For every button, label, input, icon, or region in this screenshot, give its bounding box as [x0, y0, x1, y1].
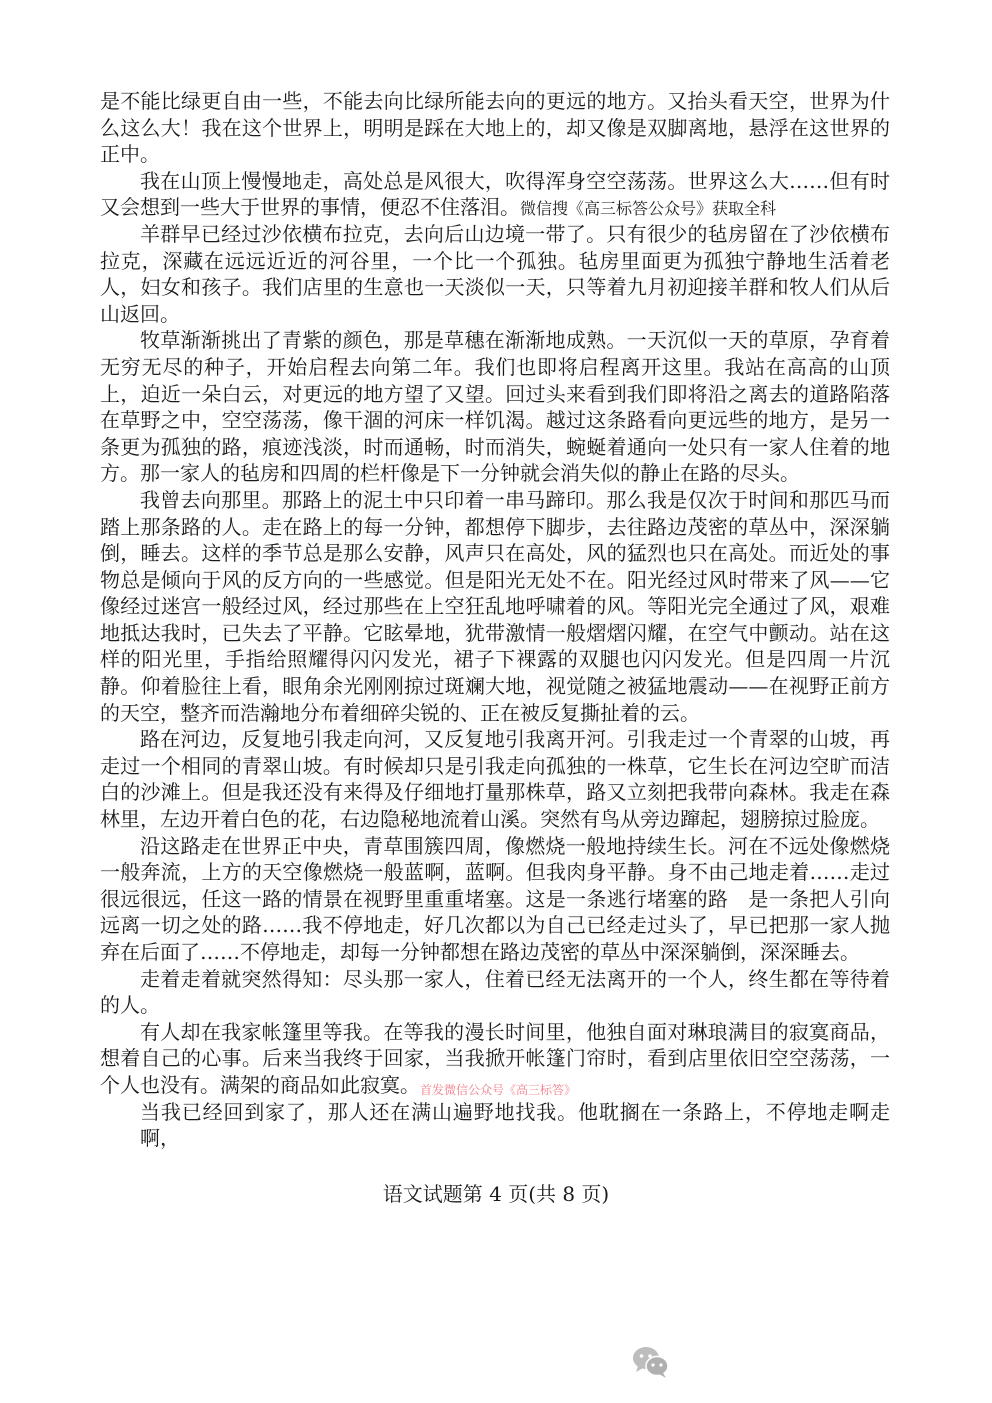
- line-text: 有人却在我家帐篷里等我。在等我的漫长时间里，他独自面对琳琅满目的寂寞商品，: [140, 1019, 890, 1044]
- text-line: [100, 859, 890, 886]
- paragraph: [100, 726, 890, 832]
- line-text: 路在河边，反复地引我走向河，又反复地引我离开河。引我走过一个青翠的山坡，再: [140, 727, 890, 752]
- text-line: [100, 753, 890, 780]
- text-line: [100, 912, 890, 939]
- watermark-text: 首发微信公众号《高三标答》: [420, 1082, 577, 1097]
- text-line: [100, 88, 890, 115]
- text-line: [100, 726, 890, 753]
- page-footer: 语文试题第 4 页(共 8 页): [382, 1182, 610, 1206]
- text-line: [100, 806, 890, 833]
- text-line: [100, 434, 890, 461]
- text-line: [100, 939, 890, 966]
- text-line: [100, 168, 890, 195]
- paragraph: [100, 966, 890, 1019]
- paragraph: [100, 221, 890, 327]
- text-line: [100, 1019, 890, 1046]
- text-line: [100, 514, 890, 541]
- line-text: 沿这路走在世界正中央，青草围簇四周，像燃烧一般地持续生长。河在不远处像燃烧: [140, 833, 890, 858]
- line-text: 我曾去向那里。那路上的泥土中只印着一串马蹄印。那么我是仅次于时间和那匹马而: [140, 487, 890, 512]
- text-line: [100, 593, 890, 620]
- line-text: 当我已经回到家了，那人还在满山遍野地找我。他耽搁在一条路上，不停地走啊走: [140, 1099, 890, 1124]
- paragraph: [100, 168, 890, 221]
- text-line: [100, 141, 890, 168]
- line-text: 人，妇女和孩子。我们店里的生意也一天淡似一天，只等着九月初迎接羊群和牧人们从后: [100, 275, 890, 300]
- text-line: [100, 221, 890, 248]
- paragraph: [100, 833, 890, 966]
- paragraph: [100, 327, 890, 487]
- line-text: 牧草渐渐挑出了青紫的颜色，那是草穗在渐渐地成熟。一天沉似一天的草原，孕育着: [140, 328, 890, 353]
- text-line: [100, 407, 890, 434]
- text-line: [100, 620, 890, 647]
- text-line: [100, 248, 890, 275]
- line-text: 个人也没有。满架的商品如此寂寞。: [100, 1072, 420, 1097]
- text-line: [100, 1072, 890, 1099]
- paragraph: [100, 88, 890, 168]
- text-line: [100, 567, 890, 594]
- line-text: 拉克，深藏在远远近近的河谷里，一个比一个孤独。毡房里面更为孤独宁静地生活着老: [100, 248, 890, 273]
- line-text: 倒，睡去。这样的季节总是那么安静，风声只在高处，风的猛烈也只在高处。而近处的事: [100, 541, 890, 566]
- line-text: 我在山顶上慢慢地走，高处总是风很大，吹得浑身空空荡荡。世界这么大……但有时: [140, 168, 890, 193]
- line-text: 像经过迷宫一般经过风，经过那些在上空狂乱地呼啸着的风。等阳光完全通过了风，艰难: [100, 594, 890, 619]
- text-line: [100, 1125, 890, 1152]
- line-text: 山返回。: [100, 301, 180, 326]
- wechat-icon: [631, 1344, 671, 1380]
- line-text: 无穷无尽的种子，开始启程去向第二年。我们也即将启程离开这里。我站在高高的山顶: [100, 354, 890, 379]
- text-line: [100, 779, 890, 806]
- line-text: 物总是倾向于风的反方向的一些感觉。但是阳光无处不在。阳光经过风时带来了风——它: [100, 567, 890, 592]
- line-text: 弃在后面了……不停地走，却每一分钟都想在路边茂密的草丛中深深躺倒，深深睡去。: [100, 940, 860, 964]
- text-line: [100, 540, 890, 567]
- line-text: 远离一切之处的路……我不停地走，好几次都以为自己已经走过头了，早已把那一家人抛: [100, 913, 890, 938]
- line-text: 走着走着就突然得知：尽头那一家人，住着已经无法离开的一个人，终生都在等待着: [140, 966, 890, 991]
- text-line: [100, 327, 890, 354]
- text-line: [100, 833, 890, 860]
- line-text: 是不能比绿更自由一些，不能去向比绿所能去向的更远的地方。又抬头看天空，世界为什: [100, 89, 890, 113]
- text-line: [100, 1099, 890, 1126]
- text-line: [100, 992, 890, 1019]
- line-text: 羊群早已经过沙依横布拉克，去向后山边境一带了。只有很少的毡房留在了沙依横布: [140, 221, 890, 246]
- line-text: 条更为孤独的路，痕迹浅淡，时而通畅，时而消失，蜿蜒着通向一处只有一家人住着的地: [100, 434, 890, 459]
- text-line: [100, 646, 890, 673]
- text-line: [100, 354, 890, 381]
- text-line: [100, 966, 890, 993]
- article-body: [100, 88, 890, 1152]
- line-text: 正中。: [100, 142, 160, 167]
- line-text: 在草野之中，空空荡荡，像干涸的河床一样饥渴。越过这条路看向更远些的地方，是另一: [100, 408, 890, 433]
- text-line: [100, 673, 890, 700]
- text-line: [100, 194, 890, 221]
- text-line: [100, 700, 890, 727]
- paragraph: [100, 1099, 890, 1152]
- line-text: 样的阳光里，手指给照耀得闪闪发光，裙子下裸露的双腿也闪闪发光。但是四周一片沉: [100, 647, 890, 672]
- line-text: 的天空，整齐而浩瀚地分布着细碎尖锐的、正在被反复撕扯着的云。: [100, 700, 700, 725]
- line-text: 方。那一家人的毡房和四周的栏杆像是下一分钟就会消失似的静止在路的尽头。: [100, 461, 800, 486]
- inline-note: 微信搜《高三标答公众号》获取全科: [520, 199, 777, 219]
- line-text: 林里，左边开着白色的花，右边隐秘地流着山溪。突然有鸟从旁边蹿起，翅膀掠过脸庞。: [100, 807, 880, 832]
- line-text: 很远很远，任这一路的情景在视野里重重堵塞。这是一条逃行堵塞的路 是一条把人引向: [100, 886, 890, 911]
- line-text: 踏上那条路的人。走在路上的每一分钟，都想停下脚步，去往路边茂密的草丛中，深深躺: [100, 514, 890, 539]
- line-text: 的人。: [100, 993, 160, 1018]
- line-text: 一般奔流，上方的天空像燃烧一般蓝啊，蓝啊。但我肉身平静。身不由己地走着……走过: [100, 860, 890, 885]
- text-line: [100, 381, 890, 408]
- line-text: 静。仰着脸往上看，眼角余光刚刚掠过斑斓大地，视觉随之被猛地震动——在视野正前方: [100, 674, 890, 699]
- paragraph: [100, 487, 890, 726]
- text-line: [100, 460, 890, 487]
- line-text: 白的沙滩上。但是我还没有来得及仔细地打量那株草，路又立刻把我带向森林。我走在森: [100, 780, 890, 805]
- text-line: [100, 487, 890, 514]
- text-line: [100, 301, 890, 328]
- text-line: [100, 1045, 890, 1072]
- line-text: 地抵达我时，已失去了平静。它眩晕地，犹带激情一般熠熠闪耀，在空气中颤动。站在这: [100, 620, 890, 645]
- line-text: 啊，: [140, 1126, 180, 1151]
- text-line: [100, 886, 890, 913]
- paragraph: [100, 1019, 890, 1099]
- line-text: 想着自己的心事。后来当我终于回家，当我掀开帐篷门帘时，看到店里依旧空空荡荡，一: [100, 1046, 890, 1071]
- text-line: [100, 274, 890, 301]
- line-text: 么这么大！我在这个世界上，明明是踩在大地上的，却又像是双脚离地，悬浮在这世界的: [100, 115, 890, 140]
- text-line: [100, 115, 890, 142]
- line-text: 上，迫近一朵白云，对更远的地方望了又望。回过头来看到我们即将沿之离去的道路陷落: [100, 381, 890, 406]
- line-text: 又会想到一些大于世界的事情，便忍不住落泪。: [100, 195, 520, 220]
- line-text: 走过一个相同的青翠山坡。有时候却只是引我走向孤独的一株草，它生长在河边空旷而洁: [100, 753, 890, 778]
